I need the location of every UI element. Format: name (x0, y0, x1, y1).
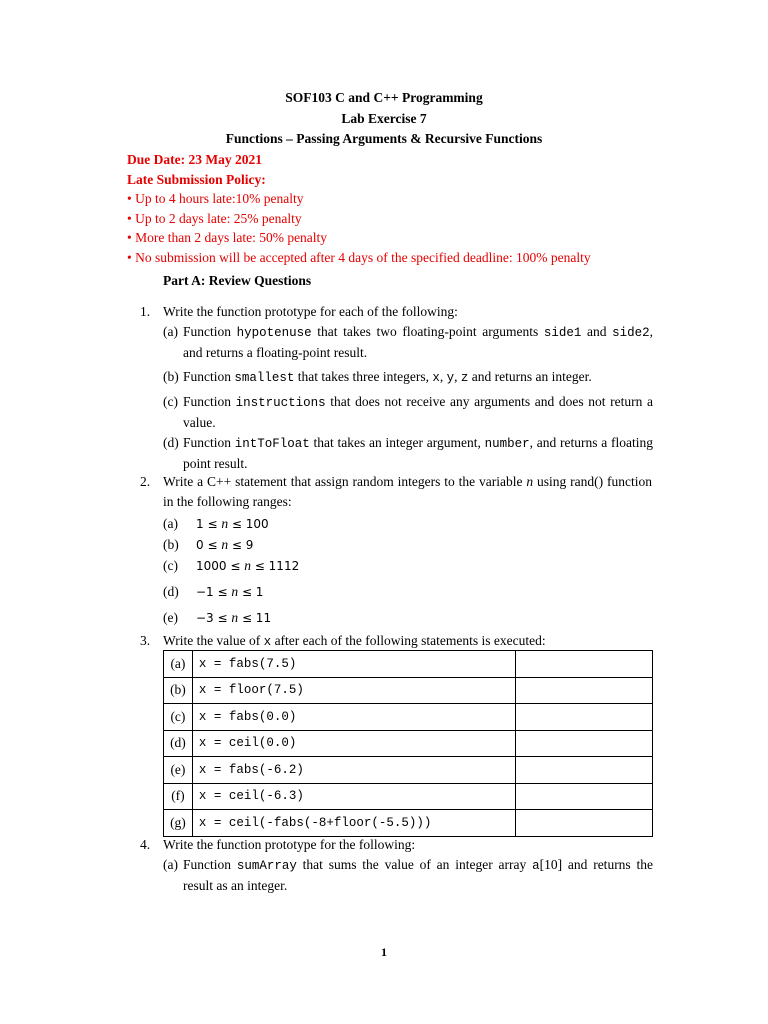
range-label: (a) (163, 516, 178, 531)
submission-policy (127, 150, 687, 267)
sub-label: (a) (163, 324, 178, 339)
table-row (164, 704, 653, 731)
answer-cell (515, 677, 652, 704)
course-title: SOF103 C and C++ Programming (285, 90, 483, 105)
question-1d (163, 433, 653, 474)
range-expression: 1000 ≤ n ≤ 1112 (196, 558, 300, 573)
sub-text: Function sumArray that sums the value of an integer array a[10] and returns the result as an integer. (183, 857, 653, 893)
due-date: Due Date: 23 May 2021 (127, 152, 262, 167)
sub-label: (a) (163, 857, 178, 872)
table-row (164, 651, 653, 678)
range-label: (b) (163, 537, 179, 552)
row-label: (a) (164, 651, 193, 678)
row-label: (e) (164, 757, 193, 784)
question-text: Write the function prototype for each of the following: (163, 304, 458, 319)
statement-cell: x = fabs(-6.2) (192, 757, 515, 784)
topic-title: Functions – Passing Arguments & Recursive Functions (225, 131, 543, 146)
row-label: (f) (164, 783, 193, 810)
sub-text: Function instructions that does not receive any arguments and does not return a value. (183, 394, 653, 430)
question-number: 3. (140, 633, 151, 648)
answer-cell (515, 704, 652, 731)
policy-item: • Up to 2 days late: 25% penalty (127, 210, 302, 226)
sub-label: (c) (163, 394, 178, 409)
question-text: Write the function prototype for the following: (163, 837, 416, 852)
row-label: (g) (164, 810, 193, 837)
part-a-title: Part A: Review Questions (163, 273, 312, 288)
range-expression: −3 ≤ n ≤ 11 (196, 610, 272, 625)
table-row (164, 677, 653, 704)
question-4a (163, 855, 653, 896)
question-number: 2. (140, 474, 151, 489)
table-row (164, 757, 653, 784)
row-label: (b) (164, 677, 193, 704)
range-label: (d) (163, 584, 179, 599)
statement-cell: x = ceil(-6.3) (192, 783, 515, 810)
answer-cell (515, 810, 652, 837)
statement-cell: x = ceil(0.0) (192, 730, 515, 757)
row-label: (c) (164, 704, 193, 731)
range-label: (c) (163, 558, 178, 573)
range-expression: 0 ≤ n ≤ 9 (196, 537, 254, 552)
answer-cell (515, 651, 652, 678)
question-text: Write a C++ statement that assign random integers to the variable n using rand() function in the following ranges: (163, 474, 652, 509)
page-number: 1 (381, 945, 387, 959)
answer-cell (515, 783, 652, 810)
table-row (164, 730, 653, 757)
answer-cell (515, 730, 652, 757)
table-row (164, 783, 653, 810)
table-row (164, 810, 653, 837)
question-text: Write the value of x after each of the following statements is executed: (163, 633, 546, 649)
document-header (0, 88, 768, 150)
sub-label: (d) (163, 435, 179, 450)
question-1b (163, 367, 653, 388)
sub-label: (b) (163, 369, 179, 384)
row-label: (d) (164, 730, 193, 757)
statement-cell: x = fabs(0.0) (192, 704, 515, 731)
policy-item: • More than 2 days late: 50% penalty (127, 230, 328, 245)
sub-text: Function smallest that takes three integers, x, y, z and returns an integer. (183, 369, 592, 385)
statement-cell: x = fabs(7.5) (192, 651, 515, 678)
statement-cell: x = ceil(-fabs(-8+floor(-5.5))) (192, 810, 515, 837)
statement-cell: x = floor(7.5) (192, 677, 515, 704)
policy-item: • Up to 4 hours late:10% penalty (127, 191, 304, 206)
range-label: (e) (163, 610, 178, 625)
question-number: 1. (140, 304, 151, 319)
question-1c (163, 392, 653, 433)
sub-text: Function hypotenuse that takes two floating-point arguments side1 and side2, and returns a floating-point result. (183, 324, 653, 360)
range-expression: 1 ≤ n ≤ 100 (196, 516, 269, 531)
sub-text: Function intToFloat that takes an integer argument, number, and returns a floating point result. (183, 435, 653, 471)
question-1a (163, 322, 653, 363)
answer-cell (515, 757, 652, 784)
policy-item: • No submission will be accepted after 4 days of the specified deadline: 100% penalty (127, 249, 591, 265)
range-expression: −1 ≤ n ≤ 1 (196, 584, 264, 599)
function-values-table (163, 650, 653, 837)
lab-title: Lab Exercise 7 (341, 110, 427, 126)
late-policy-title: Late Submission Policy: (127, 171, 266, 187)
question-number: 4. (140, 837, 151, 852)
